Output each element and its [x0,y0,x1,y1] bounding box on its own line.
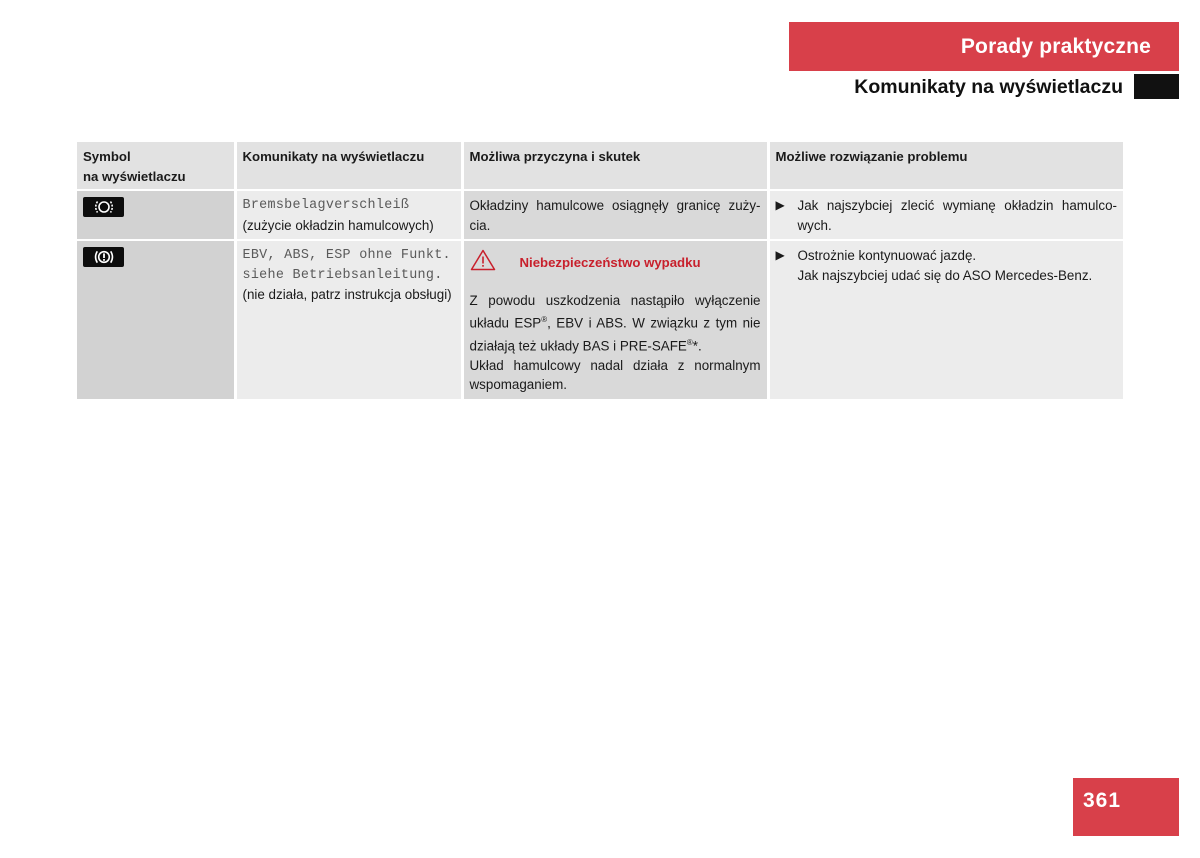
warning-triangle-icon [470,249,496,277]
solution-cell [768,240,1123,400]
message-translation: (zużycie okładzin hamulcowych) [242,217,434,233]
display-messages-table [77,142,1123,401]
table-header-row [77,142,1123,190]
section-title: Porady praktyczne [960,34,1151,58]
title-marker [1134,74,1179,99]
page-title: Komunikaty na wyświetlaczu [854,76,1123,98]
cause-cell [462,240,768,400]
message-cell [235,240,462,400]
header-symbol: Symbol na wyświetlaczu [77,142,235,190]
display-message-text: EBV, ABS, ESP ohne Funkt. [242,248,451,263]
message-translation: (nie działa, patrz instrukcja obsługi) [242,287,452,302]
section-banner [789,22,1179,71]
message-cell [235,190,462,240]
cause-paragraph: Układ hamulcowy nadal działa z normalnym wspomaganiem. [469,357,761,393]
display-message-text: siehe Betriebsanleitung. [242,267,443,283]
header-solution: Możliwe rozwiązanie problemu [768,142,1123,190]
solution-line: Ostrożnie kontynuować jazdę. [797,248,977,263]
solution-cell [768,190,1123,240]
cause-text: , EBV i ABS. W związku z tym nie działają też układy BAS i PRE-SAFE [469,315,761,354]
warning-header [470,249,761,277]
brake-pad-wear-icon [83,197,124,217]
solution-step-text [798,246,1118,285]
cause-cell: Okładziny hamulcowe osiągnęły granicę zuży-cia. [462,190,768,240]
arrow-right-icon: ▶ [775,198,785,212]
page-number: 361 [1073,778,1179,836]
table-row [77,190,1123,240]
table-row [77,240,1123,400]
solution-step [776,196,1118,235]
display-message-text: Bremsbelagverschleiß [242,198,410,213]
cause-paragraph [470,291,761,356]
cause-text: Z powodu uszkodzenia nastąpiło wyłączenie układu ESP [469,292,761,331]
header-cause: Możliwa przyczyna i skutek [462,142,768,190]
warning-label: Niebezpieczeństwo wypadku [519,255,701,270]
solution-line: Jak najszybciej udać się do ASO Mercedes-Benz. [797,267,1093,283]
symbol-cell [77,190,235,240]
solution-step [776,246,1118,285]
brake-warning-icon [83,247,124,267]
arrow-right-icon: ▶ [775,248,785,262]
symbol-cell [77,240,235,400]
solution-step-text: Jak najszybciej zlecić wymianę okładzin hamulco-wych. [797,198,1117,233]
cause-text: *. [692,338,702,354]
registered-mark: ® [541,315,548,324]
header-message: Komunikaty na wyświetlaczu [235,142,462,190]
registered-mark: ® [686,337,693,347]
